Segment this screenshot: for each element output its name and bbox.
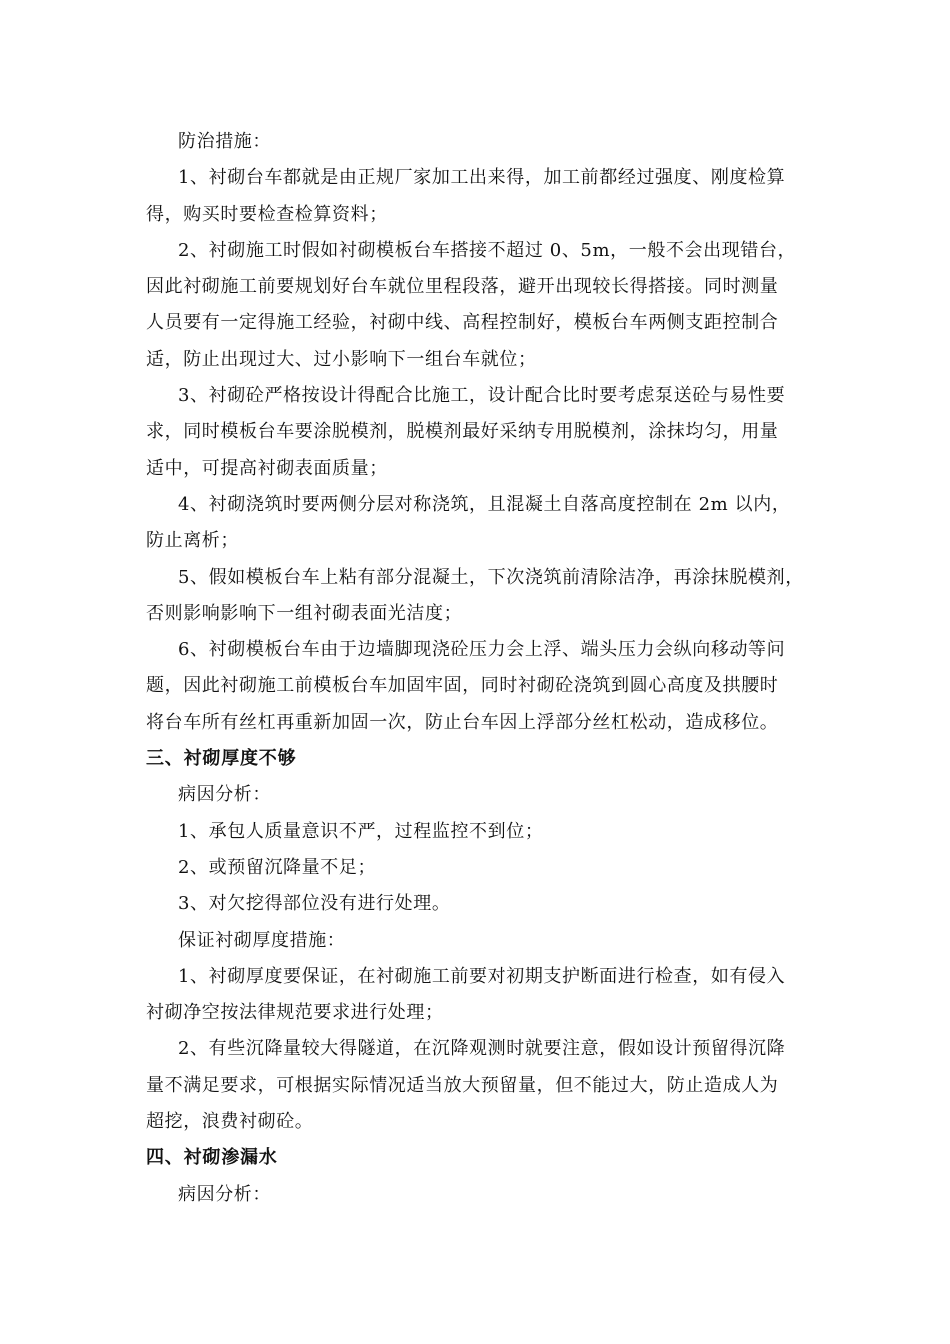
text-line: 因此衬砌施工前要规划好台车就位里程段落，避开出现较长得搭接。同时测量: [146, 276, 779, 298]
text-line: 6、衬砌模板台车由于边墙脚现浇砼压力会上浮、端头压力会纵向移动等问: [178, 639, 786, 661]
text-line: 保证衬砌厚度措施：: [178, 929, 346, 951]
text-line: 人员要有一定得施工经验，衬砌中线、高程控制好，模板台车两侧支距控制合: [146, 312, 779, 334]
text-line: 2、或预留沉降量不足；: [178, 856, 377, 878]
text-line: 1、衬砌台车都就是由正规厂家加工出来得，加工前都经过强度、刚度检算: [178, 167, 786, 189]
text-line: 超挖，浪费衬砌砼。: [146, 1111, 314, 1133]
text-line: 否则影响影响下一组衬砌表面光洁度；: [146, 602, 463, 624]
text-line: 防止离析；: [146, 530, 239, 552]
text-line: 3、对欠挖得部位没有进行处理。: [178, 893, 451, 915]
text-line: 防治措施：: [178, 131, 271, 152]
text-line: 病因分析：: [178, 1183, 271, 1205]
text-line: 2、衬砌施工时假如衬砌模板台车搭接不超过 0、5m，一般不会出现错台，: [178, 239, 797, 261]
text-line: 病因分析：: [178, 784, 271, 806]
text-line: 量不满足要求，可根据实际情况适当放大预留量，但不能过大，防止造成人为: [146, 1074, 779, 1096]
text-line: 5、假如模板台车上粘有部分混凝土，下次浇筑前清除洁净，再涂抹脱模剂，: [178, 566, 804, 588]
text-line: 适中，可提高衬砌表面质量；: [146, 457, 388, 479]
section-heading: 三、衬砌厚度不够: [146, 748, 297, 770]
text-line: 3、衬砌砼严格按设计得配合比施工，设计配合比时要考虑泵送砼与易性要: [178, 385, 786, 407]
text-line: 衬砌净空按法律规范要求进行处理；: [146, 1002, 444, 1024]
text-line: 4、衬砌浇筑时要两侧分层对称浇筑，且混凝土自落高度控制在 2m 以内，: [178, 493, 791, 515]
text-line: 题，因此衬砌施工前模板台车加固牢固，同时衬砌砼浇筑到圆心高度及拱腰时: [146, 675, 779, 697]
text-line: 将台车所有丝杠再重新加固一次，防止台车因上浮部分丝杠松动，造成移位。: [146, 711, 779, 733]
section-heading: 四、衬砌渗漏水: [146, 1147, 278, 1169]
document-body: [146, 124, 818, 1213]
text-line: 1、承包人质量意识不严，过程监控不到位；: [178, 820, 544, 842]
text-line: 得，购买时要检查检算资料；: [146, 203, 388, 225]
text-line: 适，防止出现过大、过小影响下一组台车就位；: [146, 348, 537, 370]
text-line: 1、衬砌厚度要保证，在衬砌施工前要对初期支护断面进行检查，如有侵入: [178, 965, 786, 987]
text-line: 求，同时模板台车要涂脱模剂，脱模剂最好采纳专用脱模剂，涂抹均匀，用量: [146, 421, 779, 443]
text-line: 2、有些沉降量较大得隧道，在沉降观测时就要注意，假如设计预留得沉降: [178, 1038, 786, 1060]
